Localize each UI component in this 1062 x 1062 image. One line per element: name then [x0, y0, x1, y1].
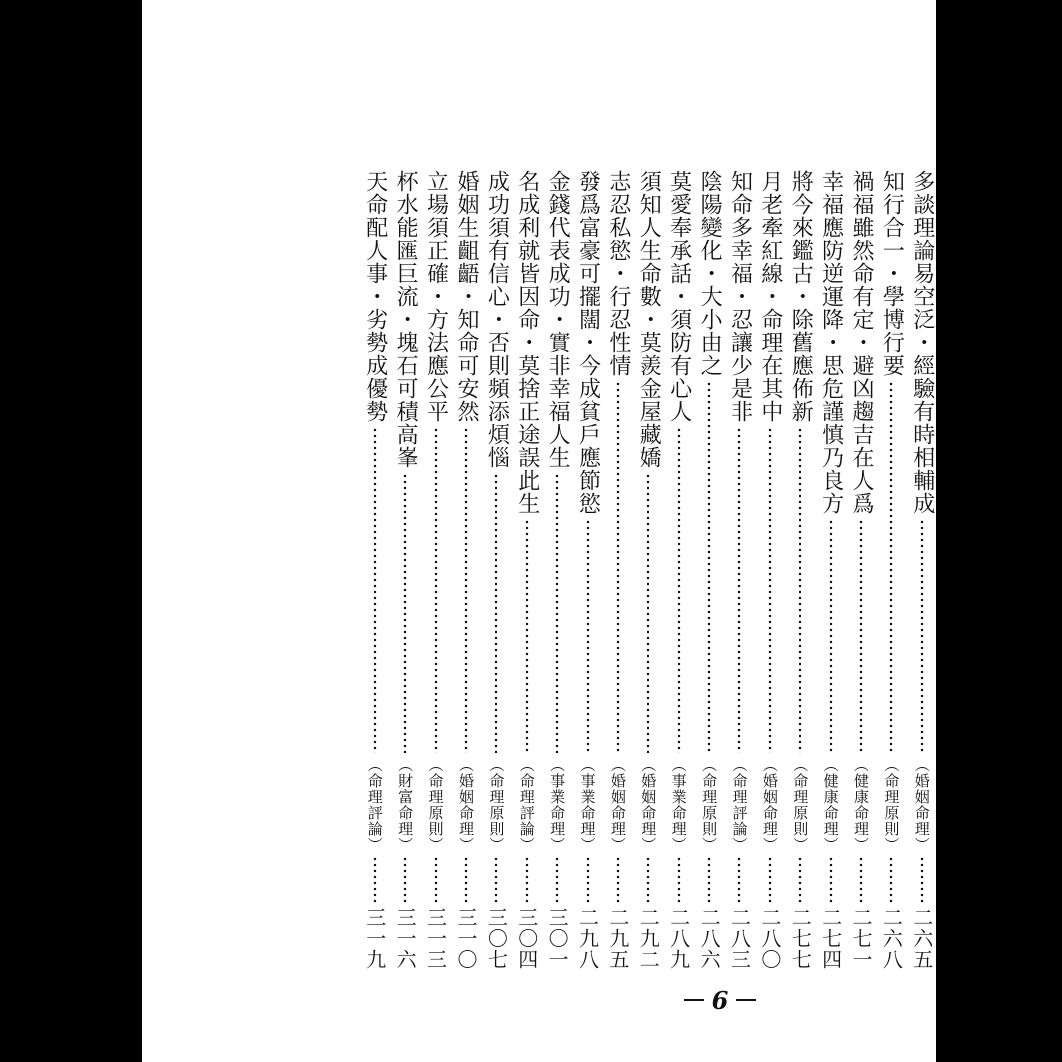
- entry-title: 發爲富豪可擺闊・今成貧戶應節慾: [575, 170, 601, 515]
- toc-entry: [572, 170, 602, 970]
- entry-page: 三一〇: [453, 907, 478, 970]
- entry-page: 三〇一: [545, 907, 570, 970]
- entry-page: 二八九: [666, 907, 691, 970]
- dot-leader: [403, 856, 407, 904]
- entry-category: （婚姻命理）: [608, 757, 627, 853]
- entry-title: 金錢代表成功・實非幸福人生: [545, 170, 571, 469]
- dot-leader: [707, 856, 711, 904]
- entry-category: （事業命理）: [669, 757, 688, 853]
- dot-leader: [737, 856, 741, 904]
- entry-title: 天命配人事・劣勢成優勢: [362, 170, 388, 423]
- entry-title: 成功須有信心・否則頻添煩惱: [484, 170, 510, 469]
- entry-title: 幸福應防逆運降・思危謹慎乃良方: [818, 170, 844, 515]
- dot-leader: [768, 427, 772, 753]
- entry-category: （命理原則）: [882, 757, 901, 853]
- entry-title: 杯水能匯巨流・塊石可積高峯: [393, 170, 419, 469]
- entry-title: 將今來鑑古・除舊應佈新: [788, 170, 814, 423]
- dot-leader: [859, 856, 863, 904]
- dot-leader: [464, 427, 468, 753]
- entry-title: 立場須正確・方法應公平: [423, 170, 449, 423]
- entry-page: 三一九: [362, 907, 387, 970]
- dot-leader: [768, 856, 772, 904]
- entry-title: 月老牽紅線・命理在其中: [757, 170, 783, 423]
- entry-page: 三一六: [393, 907, 418, 970]
- entry-page: 二九八: [575, 907, 600, 970]
- dot-leader: [920, 856, 924, 904]
- dot-leader: [616, 856, 620, 904]
- dot-leader: [646, 856, 650, 904]
- toc-entry: [846, 170, 876, 970]
- dot-leader: [555, 473, 559, 753]
- toc-entry: [694, 170, 724, 970]
- dot-leader: [889, 381, 893, 753]
- dot-leader: [798, 856, 802, 904]
- dot-leader: [494, 856, 498, 904]
- entry-title: 須知人生命數・莫羨金屋藏嬌: [636, 170, 662, 469]
- entry-page: 二八〇: [757, 907, 782, 970]
- entry-category: （婚姻命理）: [456, 757, 475, 853]
- toc-entry: [512, 170, 542, 970]
- dot-leader: [677, 427, 681, 753]
- entry-page: 二六五: [909, 907, 934, 970]
- toc-entry: [663, 170, 693, 970]
- toc-entry: [907, 170, 937, 970]
- dot-leader: [859, 519, 863, 753]
- toc-entry: [451, 170, 481, 970]
- entry-category: （命理原則）: [487, 757, 506, 853]
- dot-leader: [737, 427, 741, 753]
- entry-category: （健康命理）: [852, 757, 871, 853]
- entry-category: （財富命理）: [396, 757, 415, 853]
- toc-entry: [633, 170, 663, 970]
- entry-title: 知命多幸福・忍讓少是非: [727, 170, 753, 423]
- entry-page: 三〇七: [484, 907, 509, 970]
- dot-leader: [646, 473, 650, 753]
- entry-page: 二七七: [788, 907, 813, 970]
- page-number-value: 6: [711, 985, 729, 1015]
- entry-page: 二九二: [636, 907, 661, 970]
- entry-title: 陰陽變化・大小由之: [697, 170, 723, 377]
- entry-title: 知行合一・學博行要: [879, 170, 905, 377]
- entry-category: （健康命理）: [821, 757, 840, 853]
- entry-category: （命理原則）: [426, 757, 445, 853]
- toc-entry: [755, 170, 785, 970]
- entry-page: 二七一: [849, 907, 874, 970]
- dash-left: [684, 999, 704, 1001]
- entry-title: 多談理論易空泛・經驗有時相輔成: [909, 170, 935, 515]
- entry-page: 二八六: [697, 907, 722, 970]
- dot-leader: [616, 381, 620, 753]
- entry-category: （婚姻命理）: [639, 757, 658, 853]
- table-of-contents: [197, 170, 937, 970]
- entry-category: （事業命理）: [578, 757, 597, 853]
- dot-leader: [373, 427, 377, 753]
- entry-title: 莫愛奉承話・須防有心人: [666, 170, 692, 423]
- entry-page: 二八三: [727, 907, 752, 970]
- dot-leader: [525, 519, 529, 753]
- book-page: [142, 0, 936, 1062]
- entry-category: （婚姻命理）: [912, 757, 931, 853]
- dot-leader: [434, 856, 438, 904]
- dot-leader: [829, 519, 833, 753]
- toc-entry: [390, 170, 420, 970]
- entry-category: （命理評論）: [730, 757, 749, 853]
- entry-page: 三一三: [423, 907, 448, 970]
- dot-leader: [798, 427, 802, 753]
- entry-title: 禍福雖然命有定・避凶趨吉在人爲: [849, 170, 875, 515]
- dot-leader: [494, 473, 498, 753]
- entry-page: 二六八: [879, 907, 904, 970]
- dot-leader: [707, 381, 711, 753]
- dot-leader: [677, 856, 681, 904]
- entry-page: 三〇四: [514, 907, 539, 970]
- dot-leader: [829, 856, 833, 904]
- toc-entry: [876, 170, 906, 970]
- dot-leader: [525, 856, 529, 904]
- dot-leader: [403, 473, 407, 753]
- dot-leader: [586, 856, 590, 904]
- toc-entry: [481, 170, 511, 970]
- entry-title: 志忍私慾・行忍性情: [605, 170, 631, 377]
- toc-entry: [815, 170, 845, 970]
- entry-category: （婚姻命理）: [760, 757, 779, 853]
- toc-entry: [542, 170, 572, 970]
- entry-category: （命理原則）: [700, 757, 719, 853]
- dot-leader: [920, 519, 924, 753]
- page-number: [675, 980, 765, 1020]
- entry-category: （命理評論）: [517, 757, 536, 853]
- entry-page: 二七四: [818, 907, 843, 970]
- entry-title: 名成利就皆因命・莫捨正途誤此生: [514, 170, 540, 515]
- toc-entry: [785, 170, 815, 970]
- toc-entry: [360, 170, 390, 970]
- dash-right: [736, 999, 756, 1001]
- entry-page: 二九五: [605, 907, 630, 970]
- dot-leader: [373, 856, 377, 904]
- toc-entry: [603, 170, 633, 970]
- toc-entry: [724, 170, 754, 970]
- entry-category: （命理原則）: [791, 757, 810, 853]
- dot-leader: [555, 856, 559, 904]
- dot-leader: [889, 856, 893, 904]
- entry-title: 婚姻生齟齬・知命可安然: [453, 170, 479, 423]
- entry-category: （事業命理）: [548, 757, 567, 853]
- toc-entry: [420, 170, 450, 970]
- dot-leader: [434, 427, 438, 753]
- dot-leader: [464, 856, 468, 904]
- dot-leader: [586, 519, 590, 753]
- entry-category: （命理評論）: [365, 757, 384, 853]
